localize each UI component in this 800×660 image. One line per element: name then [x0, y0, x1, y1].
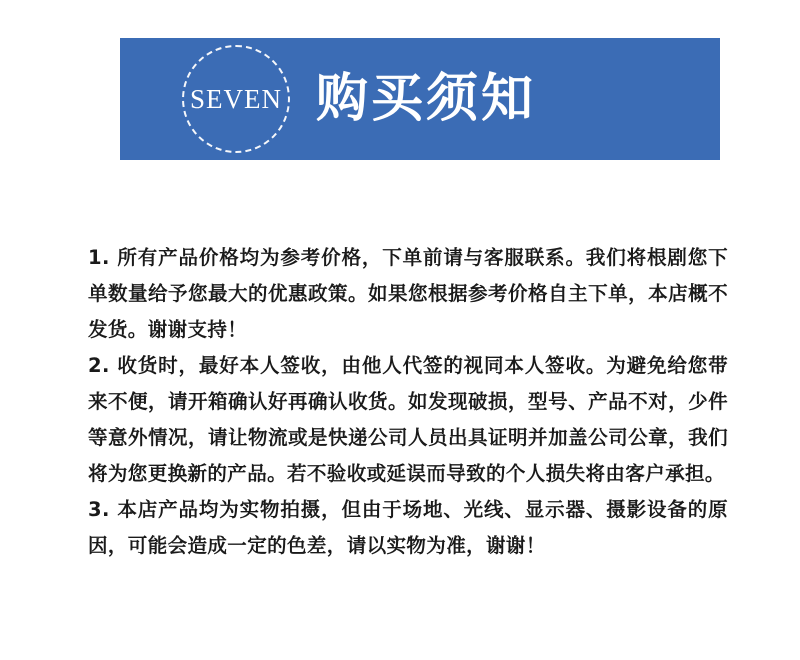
brand-name: SEVEN [190, 83, 282, 114]
purchase-notice-banner [120, 38, 720, 160]
brand-badge [182, 45, 290, 153]
notice-paragraph: 3. 本店产品均为实物拍摄，但由于场地、光线、显示器、摄影设备的原因，可能会造成一定的色差，请以实物为准，谢谢！ [88, 498, 728, 557]
notice-paragraph: 2. 收货时，最好本人签收，由他人代签的视同本人签收。为避免给您带来不便，请开箱确认好再确认收货。如发现破损，型号、产品不对，少件等意外情况，请让物流或是快递公司人员出具证明并加盖公司公章，我们将为您更换新的产品。若不验收或延误而导致的个人损失将由客户承担。 [88, 354, 728, 485]
page-title: 购买须知 [316, 69, 537, 129]
notice-content [88, 240, 728, 564]
notice-paragraph: 1. 所有产品价格均为参考价格，下单前请与客服联系。我们将根剧您下单数量给予您最大的优惠政策。如果您根据参考价格自主下单，本店概不发货。谢谢支持！ [88, 246, 728, 341]
